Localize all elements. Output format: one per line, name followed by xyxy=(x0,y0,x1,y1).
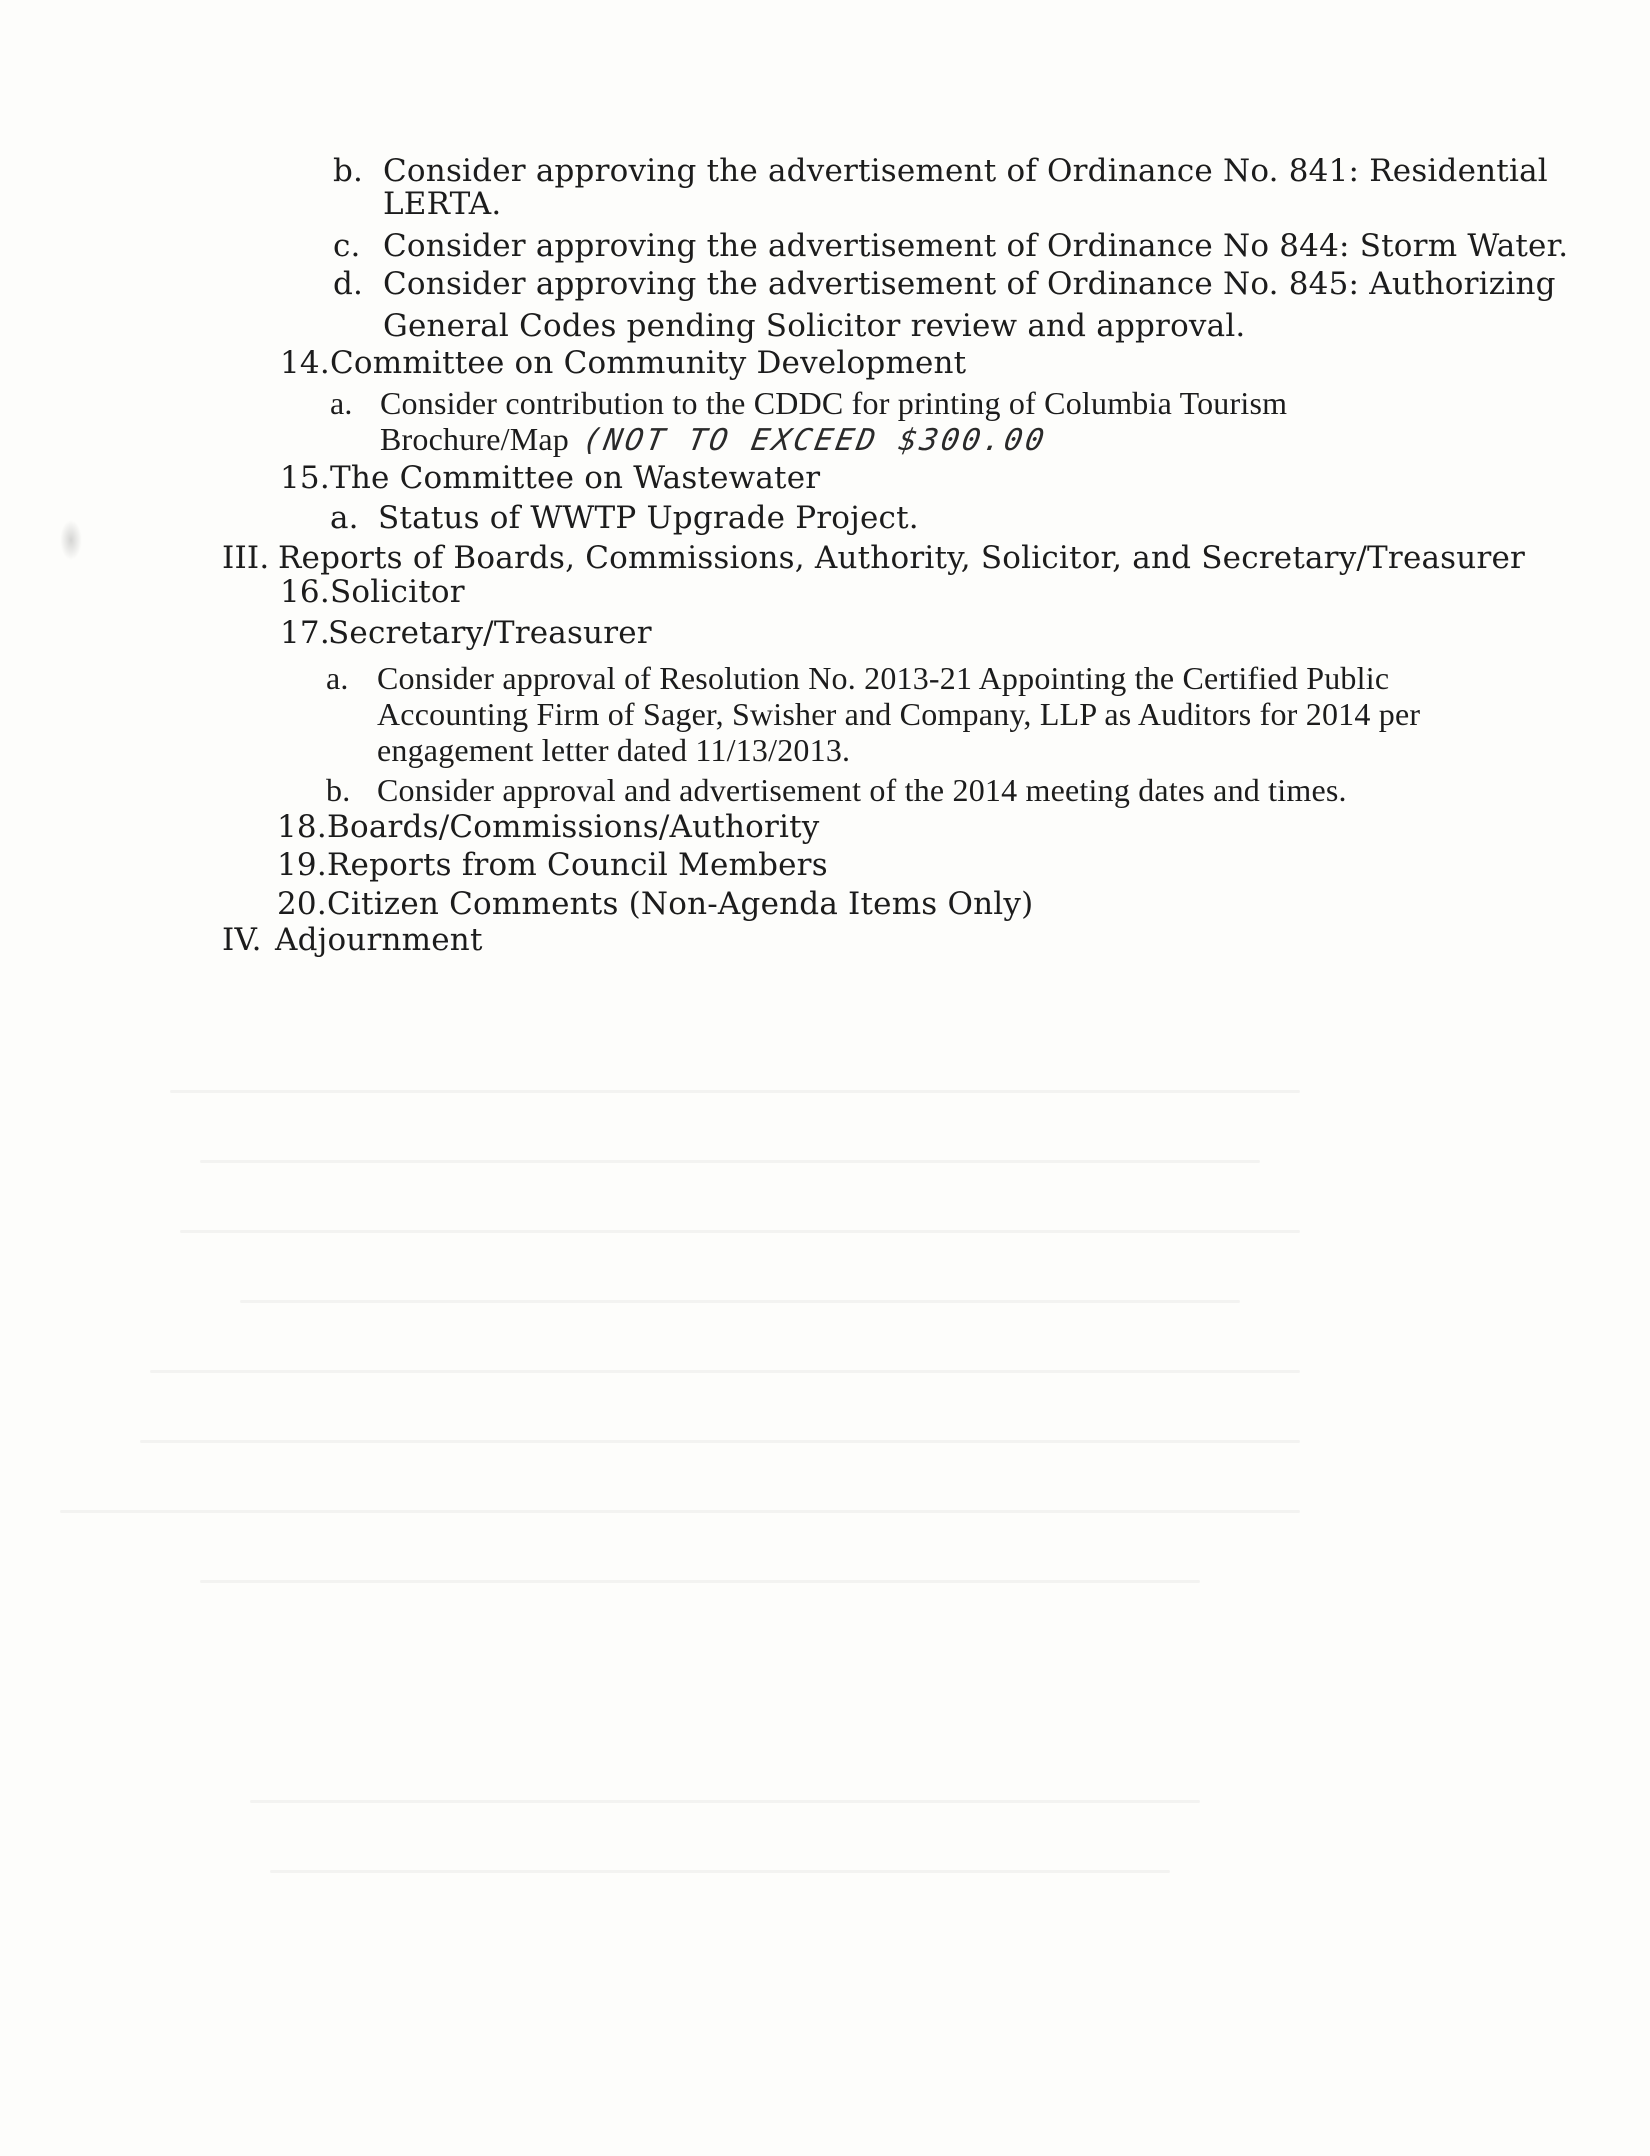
agenda-item-b-ordinance-841 xyxy=(333,153,363,189)
agenda-item-18-boards: Boards/Commissions/Authority xyxy=(327,809,820,845)
bleed-through-line xyxy=(60,1510,1300,1513)
item-marker: 18. xyxy=(277,809,327,845)
bleed-through-line xyxy=(170,1090,1300,1093)
agenda-item-20-citizen-comments: Citizen Comments (Non-Agenda Items Only) xyxy=(327,886,1034,922)
bleed-through-line xyxy=(270,1870,1170,1873)
agenda-item-14a-cddc-contribution: Consider contribution to the CDDC for printing of Columbia Tourism xyxy=(380,385,1288,421)
agenda-item-text: General Codes pending Solicitor review and approval. xyxy=(383,308,1246,344)
agenda-item-text: Consider approving the advertisement of Ordinance No. 841: Residential xyxy=(383,153,1548,189)
agenda-item-15a-wwtp-status: Status of WWTP Upgrade Project. xyxy=(378,500,919,536)
item-marker: IV. xyxy=(222,922,262,958)
agenda-item-d-ordinance-845: Consider approving the advertisement of Ordinance No. 845: Authorizing xyxy=(383,266,1556,302)
bleed-through-line xyxy=(180,1230,1300,1233)
item-marker: 16. xyxy=(280,574,330,610)
item-marker: c. xyxy=(333,228,361,264)
bleed-through-line xyxy=(200,1160,1260,1163)
agenda-item-17a-resolution-2013-21: Consider approval of Resolution No. 2013-21 Appointing the Certified Public xyxy=(377,660,1390,696)
agenda-item-c-ordinance-844: Consider approving the advertisement of Ordinance No 844: Storm Water. xyxy=(383,228,1569,264)
bleed-through-line xyxy=(140,1440,1300,1443)
agenda-item-text: Brochure/Map xyxy=(380,421,570,457)
handwritten-annotation: (NOT TO EXCEED $300.00 xyxy=(580,423,1050,458)
bleed-through-line xyxy=(240,1300,1240,1303)
item-marker: a. xyxy=(330,385,353,421)
item-marker: b. xyxy=(326,772,351,808)
item-marker: 17. xyxy=(280,615,330,651)
item-marker: 19. xyxy=(277,847,327,883)
item-marker: d. xyxy=(333,266,364,302)
item-marker: 14. xyxy=(280,345,330,381)
bleed-through-line xyxy=(150,1370,1300,1373)
agenda-item-16-solicitor: Solicitor xyxy=(330,574,465,610)
item-marker: III. xyxy=(222,540,270,576)
bleed-through-line xyxy=(200,1580,1200,1583)
agenda-item-text xyxy=(380,421,1050,459)
item-marker: 15. xyxy=(280,460,330,496)
item-marker: b. xyxy=(333,153,364,189)
section-iii-reports: Reports of Boards, Commissions, Authority, Solicitor, and Secretary/Treasurer xyxy=(278,540,1526,576)
agenda-item-text: LERTA. xyxy=(383,186,502,222)
item-marker: a. xyxy=(326,660,349,696)
item-marker: a. xyxy=(330,500,359,536)
item-marker: 20. xyxy=(277,886,327,922)
bleed-through-line xyxy=(250,1800,1200,1803)
agenda-item-text: engagement letter dated 11/13/2013. xyxy=(377,732,851,768)
section-iv-adjournment: Adjournment xyxy=(275,922,483,958)
agenda-item-17-secretary-treasurer: Secretary/Treasurer xyxy=(328,615,652,651)
agenda-item-19-council-reports: Reports from Council Members xyxy=(327,847,828,883)
scan-speck xyxy=(60,520,82,560)
agenda-item-text: Accounting Firm of Sager, Swisher and Company, LLP as Auditors for 2014 per xyxy=(377,696,1421,732)
agenda-item-17b-meeting-dates: Consider approval and advertisement of the 2014 meeting dates and times. xyxy=(377,772,1347,808)
agenda-item-15-wastewater: The Committee on Wastewater xyxy=(330,460,821,496)
agenda-item-14-community-development: Committee on Community Development xyxy=(330,345,967,381)
